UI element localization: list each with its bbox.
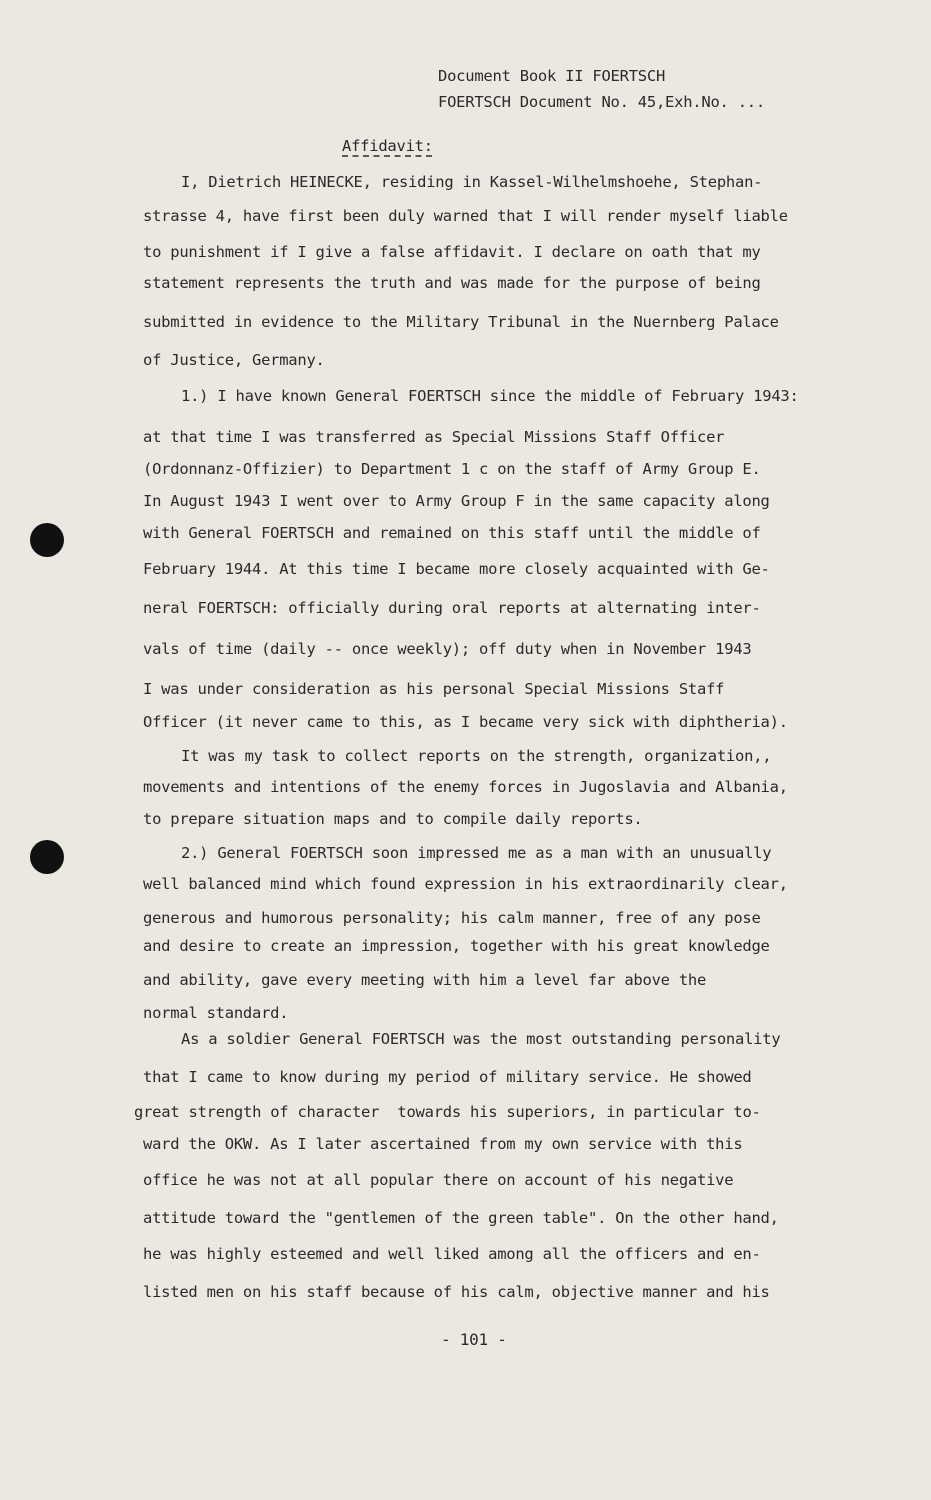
text-line: vals of time (daily -- once weekly); off duty when in November 1943 bbox=[143, 640, 752, 658]
text-line: great strength of character towards his superiors, in particular to- bbox=[134, 1103, 761, 1121]
text-line: 2.) General FOERTSCH soon impressed me as a man with an unusually bbox=[181, 844, 772, 862]
text-line: generous and humorous personality; his calm manner, free of any pose bbox=[143, 909, 761, 927]
text-line: strasse 4, have first been duly warned that I will render myself liable bbox=[143, 207, 788, 225]
text-line: February 1944. At this time I became more closely acquainted with Ge- bbox=[143, 560, 770, 578]
text-line: with General FOERTSCH and remained on this staff until the middle of bbox=[143, 524, 761, 542]
header-line-1: Document Book II FOERTSCH bbox=[438, 67, 666, 85]
text-line: attitude toward the "gentlemen of the green table". On the other hand, bbox=[143, 1209, 779, 1227]
text-line: As a soldier General FOERTSCH was the most outstanding personality bbox=[181, 1030, 781, 1048]
text-line: and desire to create an impression, together with his great knowledge bbox=[143, 937, 770, 955]
text-line: and ability, gave every meeting with him a level far above the bbox=[143, 971, 707, 989]
text-line: office he was not at all popular there on account of his negative bbox=[143, 1171, 734, 1189]
text-line: It was my task to collect reports on the strength, organization,, bbox=[181, 747, 772, 765]
text-line: Officer (it never came to this, as I became very sick with diphtheria). bbox=[143, 713, 788, 731]
header-line-2: FOERTSCH Document No. 45,Exh.No. ... bbox=[438, 93, 765, 111]
text-line: I, Dietrich HEINECKE, residing in Kassel-Wilhelmshoehe, Stephan- bbox=[181, 173, 763, 191]
text-line: 1.) I have known General FOERTSCH since the middle of February 1943: bbox=[181, 387, 799, 405]
text-line: at that time I was transferred as Special Missions Staff Officer bbox=[143, 428, 725, 446]
text-line: listed men on his staff because of his calm, objective manner and his bbox=[143, 1283, 770, 1301]
text-line: of Justice, Germany. bbox=[143, 351, 325, 369]
text-line: that I came to know during my period of military service. He showed bbox=[143, 1068, 752, 1086]
page-number: - 101 - bbox=[441, 1330, 507, 1349]
text-line: submitted in evidence to the Military Tribunal in the Nuernberg Palace bbox=[143, 313, 779, 331]
text-line: movements and intentions of the enemy forces in Jugoslavia and Albania, bbox=[143, 778, 788, 796]
punch-hole bbox=[30, 840, 64, 874]
punch-hole bbox=[30, 523, 64, 557]
text-line: I was under consideration as his personal Special Missions Staff bbox=[143, 680, 725, 698]
text-line: statement represents the truth and was made for the purpose of being bbox=[143, 274, 761, 292]
text-line: to punishment if I give a false affidavit. I declare on oath that my bbox=[143, 243, 761, 261]
text-line: normal standard. bbox=[143, 1004, 289, 1022]
affidavit-title: Affidavit: bbox=[342, 137, 433, 155]
text-line: he was highly esteemed and well liked among all the officers and en- bbox=[143, 1245, 761, 1263]
text-line: ward the OKW. As I later ascertained from my own service with this bbox=[143, 1135, 743, 1153]
text-line: In August 1943 I went over to Army Group F in the same capacity along bbox=[143, 492, 770, 510]
text-line: (Ordonnanz-Offizier) to Department 1 c on the staff of Army Group E. bbox=[143, 460, 761, 478]
text-line: neral FOERTSCH: officially during oral reports at alternating inter- bbox=[143, 599, 761, 617]
text-line: well balanced mind which found expression in his extraordinarily clear, bbox=[143, 875, 788, 893]
text-line: to prepare situation maps and to compile daily reports. bbox=[143, 810, 643, 828]
